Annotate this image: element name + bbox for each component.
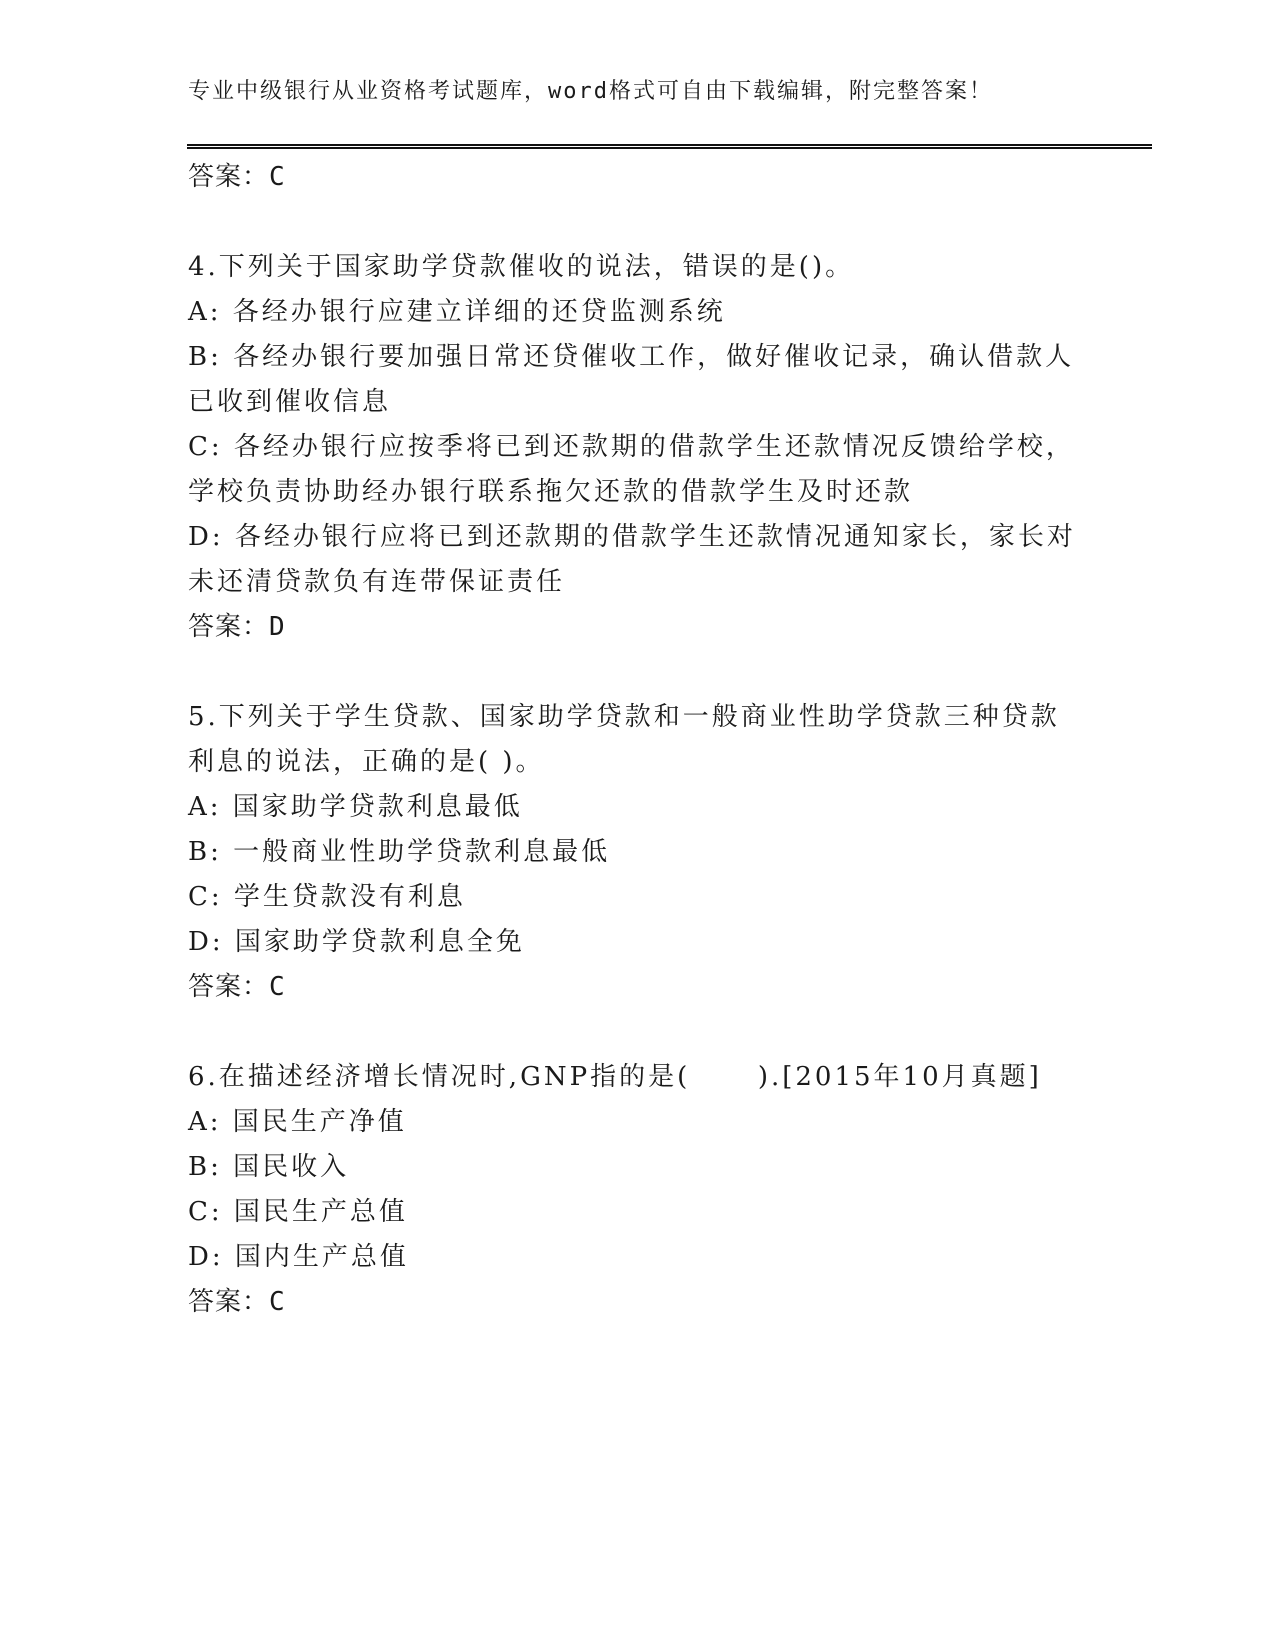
question-stem-cont: 利息的说法，正确的是( )。 — [188, 747, 545, 777]
spacer — [188, 650, 1088, 695]
question-stem: 5.下列关于学生贷款、国家助学贷款和一般商业性助学贷款三种贷款 — [188, 702, 1060, 732]
answer-value: D — [269, 612, 286, 642]
prev-answer-line — [188, 155, 1088, 200]
option-c: C: 各经办银行应按季将已到还款期的借款学生还款情况反馈给学校， — [188, 432, 1075, 462]
option-d: D: 各经办银行应将已到还款期的借款学生还款情况通知家长，家长对 — [188, 522, 1076, 552]
answer-value: C — [269, 972, 286, 1002]
option-d: D: 国内生产总值 — [188, 1242, 409, 1272]
answer-label: 答案： — [188, 972, 270, 1002]
answer-label: 答案： — [188, 1287, 270, 1317]
question-block — [188, 245, 1088, 650]
option-c-cont: 学校负责协助经办银行联系拖欠还款的借款学生及时还款 — [188, 477, 914, 507]
answer-line — [188, 1280, 1088, 1325]
header-rule — [187, 144, 1152, 149]
answer-value: C — [269, 1287, 286, 1317]
question-stem: 4.下列关于国家助学贷款催收的说法，错误的是()。 — [188, 252, 855, 282]
option-d-cont: 未还清贷款负有连带保证责任 — [188, 567, 566, 597]
spacer — [188, 1010, 1088, 1055]
option-b: B: 国民收入 — [188, 1152, 350, 1182]
option-c: C: 学生贷款没有利息 — [188, 882, 466, 912]
question-stem: 6.在描述经济增长情况时,GNP指的是( ).[2015年10月真题] — [188, 1062, 1042, 1092]
option-a: A: 国家助学贷款利息最低 — [188, 792, 523, 822]
page-header: 专业中级银行从业资格考试题库，word格式可自由下载编辑，附完整答案！ — [188, 79, 993, 104]
option-b: B: 一般商业性助学贷款利息最低 — [188, 837, 611, 867]
answer-value: C — [269, 162, 286, 192]
option-d: D: 国家助学贷款利息全免 — [188, 927, 525, 957]
question-block — [188, 695, 1088, 1010]
option-a: A: 国民生产净值 — [188, 1107, 407, 1137]
option-c: C: 国民生产总值 — [188, 1197, 408, 1227]
option-b: B: 各经办银行要加强日常还贷催收工作，做好催收记录，确认借款人 — [188, 342, 1075, 372]
option-b-cont: 已收到催收信息 — [188, 387, 392, 417]
answer-label: 答案： — [188, 162, 270, 192]
question-content — [188, 155, 1088, 1325]
option-a: A: 各经办银行应建立详细的还贷监测系统 — [188, 297, 726, 327]
answer-label: 答案： — [188, 612, 270, 642]
question-block — [188, 1055, 1088, 1325]
spacer — [188, 200, 1088, 245]
answer-line — [188, 605, 1088, 650]
answer-line — [188, 965, 1088, 1010]
